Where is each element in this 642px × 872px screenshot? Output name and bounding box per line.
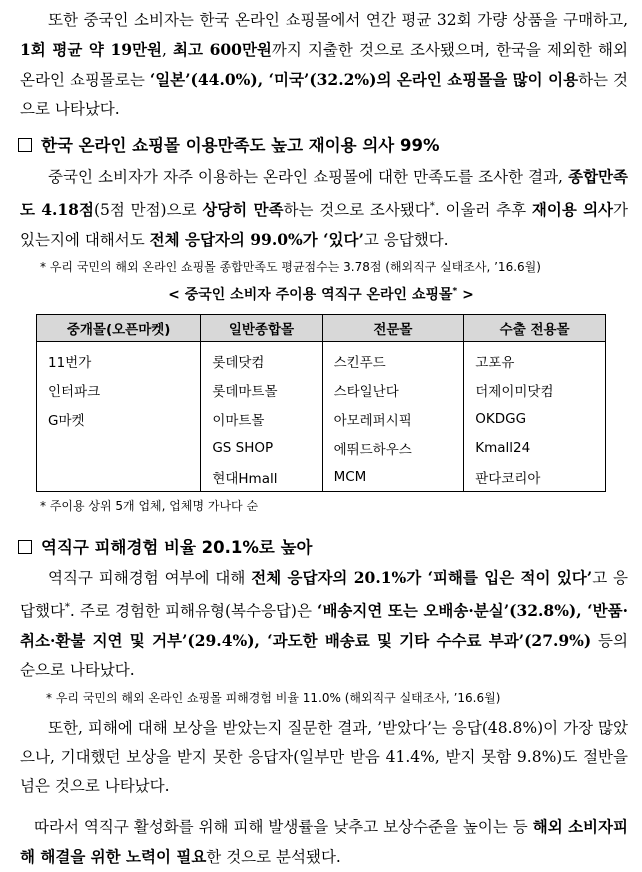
table-cell: 인터파크: [37, 375, 201, 404]
intro-text-3: 까지 지출한 것으로 조사됐으며, 한국을 제외한 해외 온라인 쇼핑몰로는: [20, 41, 628, 89]
intro-bold-avg-spend: 1회 평균 약 19만원: [20, 40, 162, 59]
s1-bold-reuse: 재이용 의사: [531, 200, 614, 220]
s1-text-6: 고 응답했다.: [363, 231, 449, 250]
s1-text-3: 하는 것으로 조사됐다: [283, 201, 430, 220]
intro-text-4: 하는 것으로 나타났다.: [20, 71, 628, 118]
table-row: [37, 462, 606, 492]
s1-bold-score: 종합만족도 4.18점: [20, 167, 628, 220]
table-title-end: >: [457, 287, 474, 303]
table-cell: 이마트몰: [201, 404, 322, 433]
s1-text-5: 가 있는지에 대해서도: [20, 201, 629, 250]
table-cell: G마켓: [37, 404, 201, 433]
table-title-text: < 중국인 소비자 주이용 역직구 온라인 쇼핑몰: [168, 287, 453, 303]
table-cell: 롯데닷컴: [201, 342, 322, 376]
table-header-row: [37, 315, 606, 342]
section1-heading: [18, 132, 439, 156]
table-cell: 롯데마트몰: [201, 375, 322, 404]
table-cell: MCM: [322, 462, 464, 492]
conclusion-paragraph: [20, 812, 628, 872]
conclusion-bold-effort: 해외 소비자피해 해결을 위한 노력이 필요: [20, 817, 628, 866]
s1-text-2: (5점 만점)으로: [93, 201, 203, 220]
table-header-cell: 중개몰(오픈마켓): [37, 315, 201, 342]
table-cell: 판다코리아: [464, 462, 606, 492]
intro-bold-overseas-malls: ‘일본’(44.0%), ‘미국’(32.2%)의 온라인 쇼핑몰을 많이 이용: [149, 70, 579, 89]
table-cell: 아모레퍼시픽: [322, 404, 464, 433]
s2-footnote-mark: *: [64, 602, 70, 613]
s2-text-4: 등의 순으로 나타났다.: [20, 632, 628, 680]
table-cell: GS SHOP: [201, 433, 322, 462]
section1-paragraph: [20, 162, 628, 255]
conclusion-text-2: 한 것으로 분석됐다.: [206, 848, 341, 866]
table-row: [37, 404, 606, 433]
shopping-mall-table: [36, 314, 606, 492]
table-cell: 에뛰드하우스: [322, 433, 464, 462]
section2-heading: [18, 534, 313, 558]
section1-footnote: * 우리 국민의 해외 온라인 쇼핑몰 종합만족도 평균점수는 3.78점 (해외직구 실태조사, ’16.6월): [40, 260, 541, 274]
s2-text-2: 고 응답했다: [20, 569, 629, 621]
intro-text-2: ,: [161, 41, 174, 59]
table-cell: 더제이미닷컴: [464, 375, 606, 404]
table-title: [0, 284, 642, 304]
checkbox-square-icon: [18, 138, 32, 152]
s1-text-1: 중국인 소비자가 자주 이용하는 온라인 쇼핑몰에 대한 만족도를 조사한 결과,: [48, 168, 569, 186]
intro-bold-max-spend: 최고 600만원: [173, 40, 272, 59]
table-cell: 스킨푸드: [322, 342, 464, 376]
table-cell: 11번가: [37, 342, 201, 376]
section2-footnote: * 우리 국민의 해외 온라인 쇼핑몰 피해경험 비율 11.0% (해외직구 실태조사, ’16.6월): [46, 691, 501, 705]
table-cell: 스타일난다: [322, 375, 464, 404]
table-header-cell: 일반종합몰: [201, 315, 322, 342]
table-header-cell: 수출 전용몰: [464, 315, 606, 342]
section1-heading-text: 한국 온라인 쇼핑몰 이용만족도 높고 재이용 의사 99%: [41, 136, 440, 155]
checkbox-square-icon: [18, 540, 32, 554]
table-header-cell: 전문몰: [322, 315, 464, 342]
table-row: [37, 433, 606, 462]
s2-text-3: . 주로 경험한 피해유형(복수응답)은: [69, 602, 318, 621]
s2-bold-damage-rate: 전체 응답자의 20.1%가 ‘피해를 입은 적이 있다’: [251, 568, 593, 587]
table-row: [37, 375, 606, 404]
section2-compensation-paragraph: 또한, 피해에 대해 보상을 받았는지 질문한 결과, ’받았다’는 응답(48.8%)이 가장 많았으나, 기대했던 보상을 받지 못한 응답자(일부만 받음 41.4%, 받지 못함 9.8%)도 절반을 넘은 것으로 나타났다.: [20, 719, 628, 795]
table-title-footnote-mark: *: [452, 286, 458, 297]
table-cell: 고포유: [464, 342, 606, 376]
table-row: [37, 342, 606, 376]
table-cell: [37, 462, 201, 492]
s2-bold-damage-types: ‘배송지연 또는 오배송·분실’(32.8%), ‘반품·취소·환불 지연 및 거부’(29.4%), ‘과도한 배송료 및 기타 수수료 부과’(27.9%): [20, 601, 628, 651]
table-cell: 현대Hmall: [201, 462, 322, 492]
s1-bold-satisfied: 상당히 만족: [202, 200, 284, 220]
section2-heading-text: 역직구 피해경험 비율 20.1%로 높아: [41, 538, 313, 557]
s1-bold-99pct: 전체 응답자의 99.0%가 ‘있다’: [149, 230, 364, 250]
section2-paragraph: [20, 563, 628, 685]
table-footnote: * 주이용 상위 5개 업체, 업체명 가나다 순: [40, 499, 259, 513]
table-cell: Kmall24: [464, 433, 606, 462]
intro-paragraph: [20, 6, 628, 124]
table-cell: OKDGG: [464, 404, 606, 433]
s2-text-1: 역직구 피해경험 여부에 대해: [48, 569, 252, 587]
s1-footnote-mark: *: [429, 201, 435, 212]
intro-text-1: 또한 중국인 소비자는 한국 온라인 쇼핑몰에서 연간 평균 32회 가량 상품을 구매하고,: [48, 11, 628, 29]
conclusion-text-1: 따라서 역직구 활성화를 위해 피해 발생률을 낮추고 보상수준을 높이는 등: [34, 818, 533, 836]
s1-text-4: . 이울러 추후: [434, 201, 532, 220]
table-cell: [37, 433, 201, 462]
